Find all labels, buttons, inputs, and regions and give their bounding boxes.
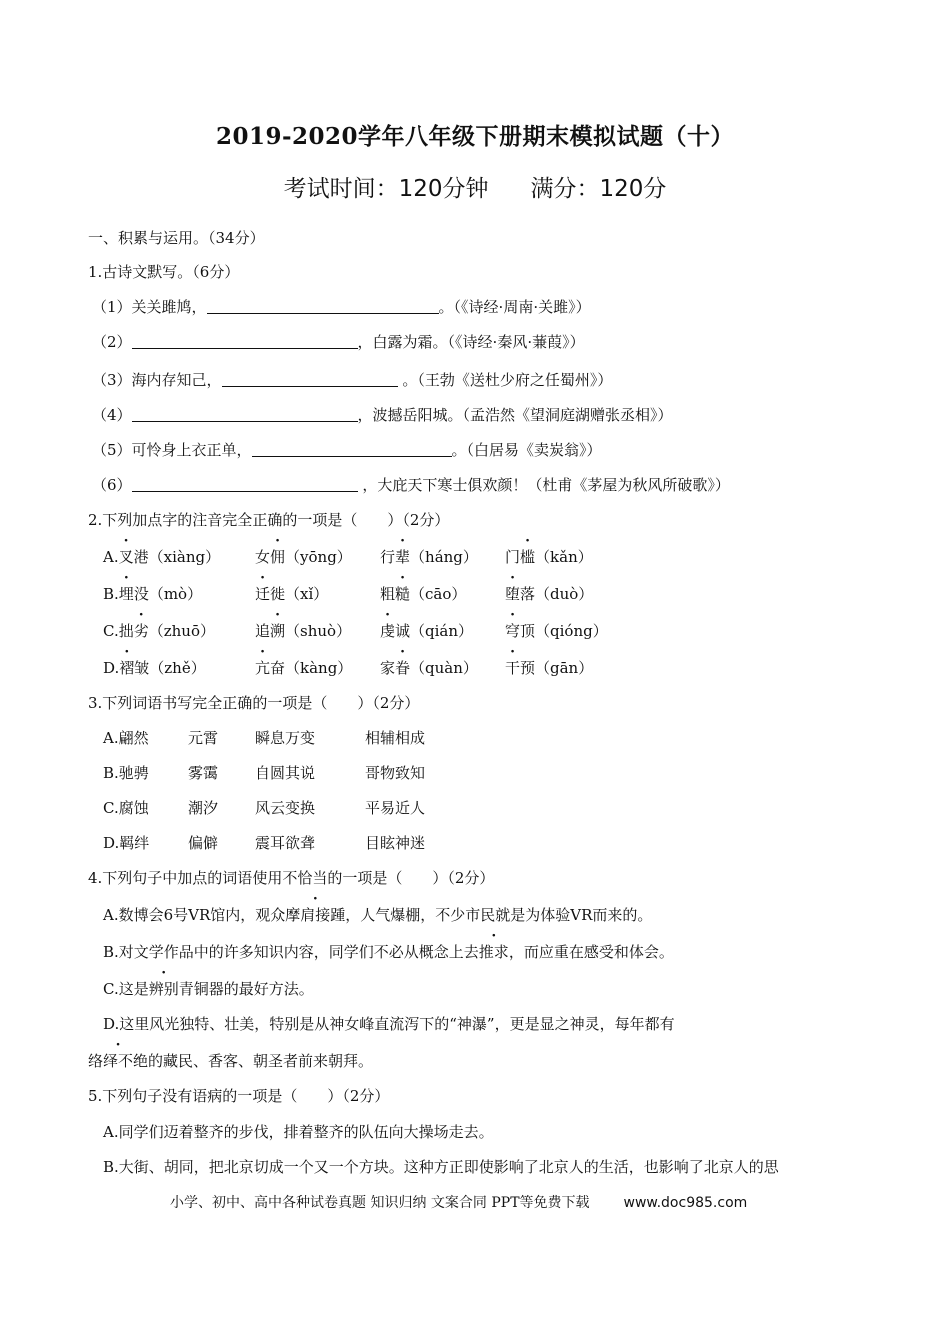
word-cell: 亢奋（kàng） (255, 659, 353, 677)
q1-item-2: （2） ，白露为霜。（《诗经·秦风·蒹葭》） (92, 333, 585, 351)
word-cell: 门槛（kǎn） (505, 548, 593, 566)
answer-blank[interactable] (207, 297, 439, 314)
answer-blank[interactable] (132, 475, 358, 492)
q5-option-b: B.大街、胡同，把北京切成一个又一个方块。这种方正即使影响了北京人的生活，也影响了北京人的思 (103, 1158, 779, 1176)
exam-info (0, 170, 950, 203)
dotted-word: 推求 (478, 943, 509, 961)
answer-blank[interactable] (132, 332, 358, 349)
answer-blank[interactable] (252, 440, 452, 457)
q1-item-4: （4） ，波撼岳阳城。（孟浩然《望洞庭湖赠张丞相》） (92, 406, 673, 424)
word-cell: A.叉港（xiàng） (103, 548, 221, 566)
word-cell: 堕落（duò） (505, 585, 594, 603)
word-cell: 虔诚（qián） (380, 622, 474, 640)
exam-page: 2019-2020学年八年级下册期末模拟试题（十） 考试时间：120分钟 满分：120分 一、积累与运用。（34分） 1.古诗文默写。（6分） （1）关关雎鸠， 。（《诗经·周南·关雎》） （2） ，白露为霜。（《诗经·秦风·蒹葭》） （3）海内存知己， 。（王勃《送杜少府之任蜀州》） （4） ，波撼岳阳城。（孟浩然《望洞庭湖赠张丞相》） （5）可怜身上衣正单， 。（白居易《卖炭翁》） （6） ，大庇天下寒士俱欢颜！（杜甫《茅屋为秋风所破歌》） 2.下列加点字的注音完全正确的一项是（ ）（2分） A.叉港（xiàng） 女佣（yōng） 行辈（háng） 门槛（kǎn） B.埋没（mò） 迁徙（xǐ） 粗糙（cāo） 堕落（duò） C.拙劣（zhuō） 追溯（shuò） 虔诚（qián） 穹顶（qióng） D.褶皱（zhě） 亢奋（kàng） 家眷（quàn） 干预（gān） 3.下列词语书写完全正确的一项是（ ）（2分） A.翩然 元霄 瞬息万变 相辅相成 B.驰骋 雾霭 自圆其说 哥物致知 C.腐蚀 潮汐 风云变换 平易近人 D.羁绊 偏僻 震耳欲聋 目眩神迷 4.下列句子中加点的词语使用不恰当的一项是（ ）（2分） A.数博会6号VR馆内，观众摩肩接踵，人气爆棚，不少市民就是为体验VR而来的。 B.对文学作品中的许多知识内容，同学们不必从概念上去推求，而应重在感受和体会。 C.这是辨别青铜器的最好方法。 D.这里风光独特、壮美，特别是从神女峰直流泻下的“神瀑”，更是显之神灵，每年都有 络绎不绝的藏民、香客、朝圣者前来朝拜。 5.下列句子没有语病的一项是（ ）（2分） A.同学们迈着整齐的步伐，排着整齐的队伍向大操场走去。 B.大街、胡同，把北京切成一个又一个方块。这种方正即使影响了北京人的生活，也影响了北京人的思 小学、初中、高中各种试卷真题 知识归纳 文案合同 PPT等免费下载 www.doc985.com (0, 0, 950, 1344)
q1-item-5: （5）可怜身上衣正单， 。（白居易《卖炭翁》） (92, 441, 602, 459)
q4-option-d: D.这里风光独特、壮美，特别是从神女峰直流泻下的“神瀑”，更是显之神灵，每年都有 (103, 1015, 675, 1033)
word-cell: 迁徙（xǐ） (255, 585, 329, 603)
q1-item-6: （6） ，大庇天下寒士俱欢颜！（杜甫《茅屋为秋风所破歌》） (92, 476, 730, 494)
exam-time: 考试时间：120分钟 (283, 176, 489, 202)
q4-option-b: B.对文学作品中的许多知识内容，同学们不必从概念上去推求，而应重在感受和体会。 (103, 943, 674, 961)
word-cell: 粗糙（cāo） (380, 585, 467, 603)
page-title: 2019-2020学年八年级下册期末模拟试题（十） (215, 123, 735, 150)
q5-option-a: A.同学们迈着整齐的步伐，排着整齐的队伍向大操场走去。 (103, 1123, 494, 1141)
word-cell: B.埋没（mò） (103, 585, 203, 603)
word-cell: D.褶皱（zhě） (103, 659, 206, 677)
word-cell: 家眷（quàn） (380, 659, 478, 677)
dotted-word: 辨别 (148, 980, 179, 998)
footer-text: 小学、初中、高中各种试卷真题 知识归纳 文案合同 PPT等免费下载 (170, 1195, 590, 1211)
q4-stem: 4.下列句子中加点的词语使用不恰当的一项是（ ）（2分） (88, 869, 495, 887)
section-heading: 一、积累与运用。（34分） (88, 229, 265, 247)
q4-option-d-cont: 络绎不绝的藏民、香客、朝圣者前来朝拜。 (88, 1052, 374, 1070)
word-cell: 干预（gān） (505, 659, 594, 677)
full-score: 满分：120分 (530, 176, 667, 202)
q5-stem: 5.下列句子没有语病的一项是（ ）（2分） (88, 1087, 390, 1105)
page-footer (170, 1192, 747, 1212)
q1-item-3: （3）海内存知己， 。（王勃《送杜少府之任蜀州》） (92, 371, 613, 389)
word-cell: 追溯（shuò） (255, 622, 352, 640)
word-cell: C.拙劣（zhuō） (103, 622, 215, 640)
q1-stem: 1.古诗文默写。（6分） (88, 263, 240, 281)
word-cell: 穹顶（qióng） (505, 622, 608, 640)
word-cell: 女佣（yōng） (255, 548, 352, 566)
footer-link[interactable]: www.doc985.com (623, 1195, 748, 1211)
q4-option-c: C.这是辨别青铜器的最好方法。 (103, 980, 314, 998)
q1-item-1: （1）关关雎鸠， 。（《诗经·周南·关雎》） (92, 298, 591, 316)
dotted-word: 络绎不绝 (88, 1052, 149, 1070)
q3-stem: 3.下列词语书写完全正确的一项是（ ）（2分） (88, 694, 420, 712)
dotted-word: 摩肩接踵 (285, 906, 346, 924)
answer-blank[interactable] (132, 405, 358, 422)
word-cell: 行辈（háng） (380, 548, 478, 566)
answer-blank[interactable] (222, 370, 398, 387)
q4-option-a: A.数博会6号VR馆内，观众摩肩接踵，人气爆棚，不少市民就是为体验VR而来的。 (103, 906, 653, 924)
q2-stem: 2.下列加点字的注音完全正确的一项是（ ）（2分） (88, 511, 450, 529)
